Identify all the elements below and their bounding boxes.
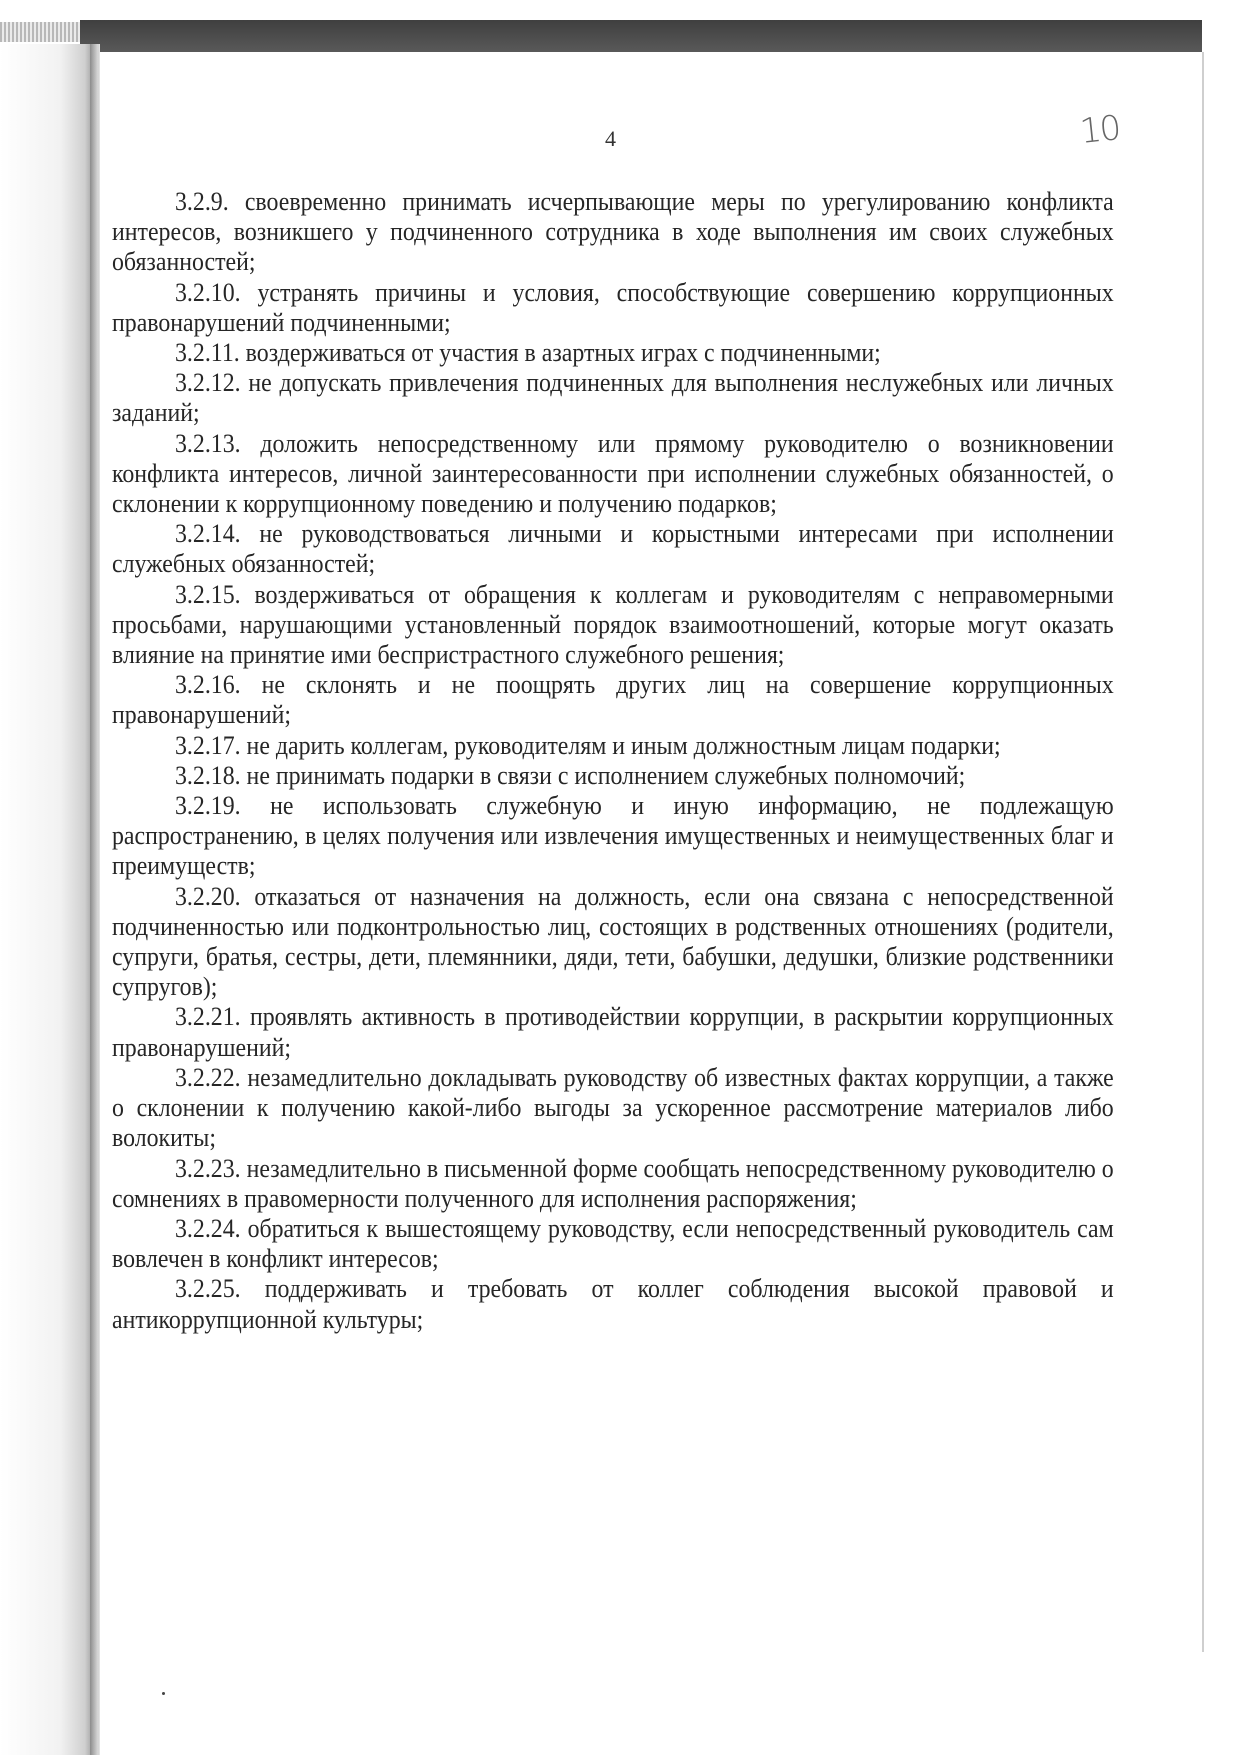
clause-text: своевременно принимать исчерпывающие меры по урегулированию конфликта интересов, возникшего у подчиненного сотрудника в ходе выполнения им своих служебных обязанностей;: [112, 186, 1114, 277]
clause-text: доложить непосредственному или прямому руководителю о возникновении конфликта интересов, личной заинтересованности при исполнении служебных обязанностей, о склонении к коррупционному поведению и получению подарков;: [112, 427, 1114, 519]
clause-text: не допускать привлечения подчиненных для выполнения неслужебных или личных заданий;: [112, 367, 1114, 428]
clause-text: не склонять и не поощрять других лиц на совершение коррупционных правонарушений;: [112, 669, 1114, 730]
clause-text: воздерживаться от обращения к коллегам и руководителям с неправомерными просьбами, нарушающими установленный порядок взаимоотношений, которые могут оказать влияние на принятие ими беспристрастного служебного решения;: [112, 578, 1114, 670]
clause-text: воздерживаться от участия в азартных играх с подчиненными;: [245, 337, 881, 368]
clause-number: 3.2.20.: [175, 880, 241, 911]
page-right-edge: [1202, 52, 1204, 1652]
clause-number: 3.2.24.: [175, 1212, 241, 1243]
clause-3-2-20: [112, 881, 1114, 1002]
clause-3-2-13: [112, 428, 1114, 519]
scan-speck: [162, 1692, 165, 1695]
clause-3-2-21: [112, 1001, 1114, 1061]
clause-number: 3.2.17.: [175, 729, 241, 760]
clause-number: 3.2.11.: [175, 337, 240, 368]
clause-number: 3.2.10.: [175, 276, 241, 307]
clause-number: 3.2.15.: [175, 578, 241, 609]
clause-text: отказаться от назначения на должность, если она связана с непосредственной подчиненностью или подконтрольностью лиц, состоящих в родственных отношениях (родители, супруги, братья, сестры, дети, племянники, дяди, тети, бабушки, дедушки, близкие родственники супругов);: [112, 880, 1114, 1002]
clause-number: 3.2.25.: [175, 1273, 241, 1304]
clause-3-2-22: [112, 1062, 1114, 1153]
clause-text: не дарить коллегам, руководителям и иным должностным лицам подарки;: [246, 729, 1001, 760]
clause-text: обратиться к вышестоящему руководству, если непосредственный руководитель сам вовлечен в конфликт интересов;: [112, 1212, 1114, 1274]
clause-number: 3.2.12.: [175, 367, 241, 398]
clause-text: не использовать служебную и иную информацию, не подлежащую распространению, в целях получения или извлечения имущественных и неимущественных благ и преимуществ;: [112, 790, 1114, 881]
document-body: [112, 186, 1114, 1334]
clause-number: 3.2.16.: [175, 669, 241, 700]
page-number: 4: [605, 126, 616, 151]
clause-text: незамедлительно докладывать руководству об известных фактах коррупции, а также о склонении к получению какой-либо выгоды за ускоренное рассмотрение материалов либо волокиты;: [112, 1061, 1114, 1153]
scan-top-shadow: [80, 20, 1202, 52]
handwritten-sheet-number: 10: [1078, 108, 1122, 152]
clause-number: 3.2.22.: [175, 1061, 241, 1092]
scan-corner-pattern: [0, 22, 82, 42]
clause-3-2-25: [112, 1273, 1114, 1333]
clause-3-2-23: [112, 1153, 1114, 1213]
clause-text: поддерживать и требовать от коллег соблюдения высокой правовой и антикоррупционной культуры;: [112, 1273, 1114, 1334]
clause-number: 3.2.23.: [175, 1152, 241, 1183]
clause-3-2-11: [112, 337, 1114, 367]
clause-number: 3.2.19.: [175, 790, 241, 821]
clause-3-2-18: [112, 760, 1114, 790]
clause-3-2-15: [112, 579, 1114, 670]
binding-edge: [90, 44, 98, 1755]
clause-text: незамедлительно в письменной форме сообщать непосредственному руководителю о сомнениях в правомерности полученного для исполнения распоряжения;: [112, 1152, 1114, 1213]
clause-3-2-24: [112, 1213, 1114, 1273]
clause-number: 3.2.21.: [175, 1001, 241, 1032]
binding-gutter: [0, 44, 100, 1755]
clause-number: 3.2.13.: [175, 427, 241, 458]
clause-3-2-16: [112, 669, 1114, 729]
clause-number: 3.2.9.: [175, 186, 229, 216]
clause-number: 3.2.18.: [175, 759, 241, 790]
clause-text: устранять причины и условия, способствующие совершению коррупционных правонарушений подчиненными;: [112, 276, 1114, 337]
clause-text: проявлять активность в противодействии коррупции, в раскрытии коррупционных правонарушений;: [112, 1001, 1114, 1062]
clause-3-2-9: [112, 186, 1114, 277]
clause-3-2-17: [112, 730, 1114, 760]
clause-text: не принимать подарки в связи с исполнением служебных полномочий;: [246, 759, 966, 790]
clause-3-2-19: [112, 790, 1114, 881]
clause-text: не руководствоваться личными и корыстными интересами при исполнении служебных обязанностей;: [112, 518, 1114, 579]
clause-3-2-12: [112, 367, 1114, 427]
clause-number: 3.2.14.: [175, 518, 241, 549]
clause-3-2-10: [112, 277, 1114, 337]
clause-3-2-14: [112, 518, 1114, 578]
